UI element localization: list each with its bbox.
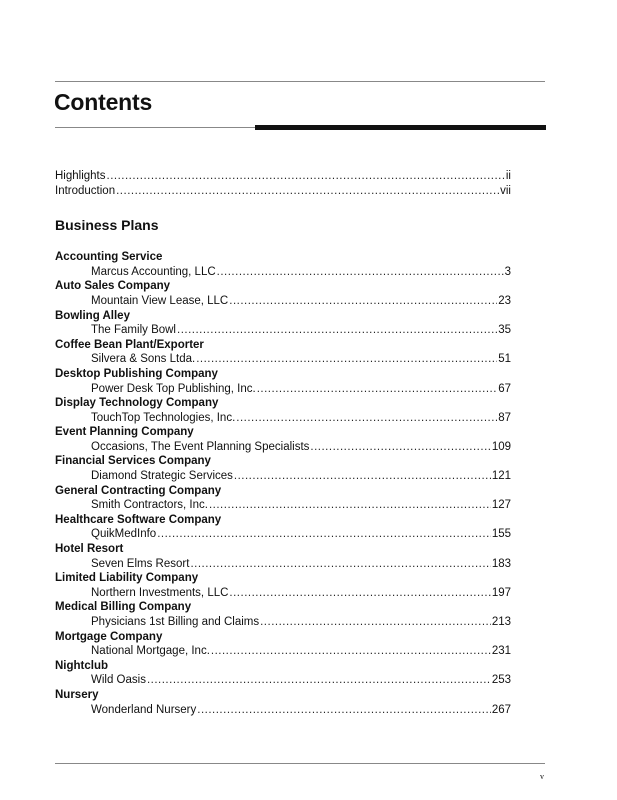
toc-entry[interactable] bbox=[55, 498, 511, 513]
front-matter-list bbox=[55, 169, 511, 199]
toc-page-number: 51 bbox=[498, 353, 511, 366]
toc-entry-label: National Mortgage, Inc. bbox=[91, 645, 210, 658]
toc-page-number: 109 bbox=[491, 440, 511, 453]
dot-leader bbox=[157, 527, 491, 542]
toc-entry-label: QuikMedInfo bbox=[91, 528, 157, 541]
dot-leader bbox=[257, 382, 497, 397]
toc-page-number: 35 bbox=[498, 324, 511, 337]
toc-entry[interactable] bbox=[55, 352, 511, 367]
dot-leader bbox=[236, 411, 497, 426]
toc-page-number: 23 bbox=[498, 294, 511, 307]
dot-leader bbox=[116, 184, 499, 199]
dot-leader bbox=[310, 440, 490, 455]
toc-entry-label: Marcus Accounting, LLC bbox=[91, 265, 216, 278]
toc-category: Nursery bbox=[55, 688, 99, 701]
toc-page-number: 197 bbox=[491, 586, 511, 599]
toc-entry[interactable] bbox=[55, 615, 511, 630]
toc-page-number: 253 bbox=[491, 674, 511, 687]
toc-entry[interactable] bbox=[55, 703, 511, 718]
section-heading: Business Plans bbox=[55, 216, 159, 233]
toc-entry-label: Silvera & Sons Ltda. bbox=[91, 353, 196, 366]
dot-leader bbox=[260, 615, 491, 630]
toc-page-number: 121 bbox=[491, 470, 511, 483]
toc-entry[interactable] bbox=[55, 265, 511, 280]
dot-leader bbox=[107, 169, 505, 184]
dot-leader bbox=[229, 294, 497, 309]
toc-page-number: 267 bbox=[491, 703, 511, 716]
toc-entry[interactable] bbox=[55, 440, 511, 455]
title-underline-thin bbox=[55, 127, 255, 128]
toc-category: Hotel Resort bbox=[55, 543, 124, 556]
toc-entry[interactable] bbox=[55, 673, 511, 688]
header-rule bbox=[55, 81, 545, 82]
toc-category: Mortgage Company bbox=[55, 630, 163, 643]
toc-entry[interactable] bbox=[55, 469, 511, 484]
toc-category: Nightclub bbox=[55, 659, 109, 672]
toc-category: Medical Billing Company bbox=[55, 601, 192, 614]
toc-category: Coffee Bean Plant/Exporter bbox=[55, 338, 204, 351]
toc-entry-label: Wild Oasis bbox=[91, 674, 146, 687]
toc-category: Accounting Service bbox=[55, 251, 163, 264]
toc-category: Auto Sales Company bbox=[55, 280, 171, 293]
toc-entry[interactable] bbox=[55, 411, 511, 426]
toc-entry[interactable] bbox=[55, 294, 511, 309]
business-plans-list bbox=[55, 250, 511, 717]
toc-entry[interactable] bbox=[55, 644, 511, 659]
toc-category: Financial Services Company bbox=[55, 455, 211, 468]
toc-page-number: 155 bbox=[491, 528, 511, 541]
toc-category: Bowling Alley bbox=[55, 309, 130, 322]
dot-leader bbox=[211, 644, 491, 659]
toc-page-number: vii bbox=[500, 184, 511, 197]
toc-entry-label: Introduction bbox=[55, 184, 116, 197]
toc-entry-label: Highlights bbox=[55, 170, 106, 182]
toc-page-number: 213 bbox=[491, 616, 511, 629]
toc-entry-label: Power Desk Top Publishing, Inc. bbox=[91, 382, 256, 395]
dot-leader bbox=[217, 265, 504, 280]
title-underline-thick bbox=[255, 125, 546, 130]
toc-entry[interactable] bbox=[55, 557, 511, 572]
toc-entry-label: Wonderland Nursery bbox=[91, 703, 197, 716]
toc-category: Display Technology Company bbox=[55, 397, 219, 410]
dot-leader bbox=[147, 673, 491, 688]
toc-entry[interactable] bbox=[55, 323, 511, 338]
table-of-contents bbox=[55, 169, 511, 717]
toc-page-number: 127 bbox=[491, 499, 511, 512]
footer-rule bbox=[55, 763, 545, 764]
toc-entry-label: Physicians 1st Billing and Claims bbox=[91, 616, 260, 629]
page-number: v bbox=[540, 772, 544, 781]
dot-leader bbox=[190, 557, 490, 572]
toc-category: General Contracting Company bbox=[55, 484, 222, 497]
toc-page-number: 183 bbox=[491, 557, 511, 570]
toc-entry-label: Diamond Strategic Services bbox=[91, 470, 233, 483]
toc-page-number: ii bbox=[505, 170, 511, 182]
toc-entry-label: Mountain View Lease, LLC bbox=[91, 294, 229, 307]
dot-leader bbox=[209, 498, 491, 513]
toc-entry-introduction[interactable] bbox=[55, 184, 511, 199]
toc-entry[interactable] bbox=[55, 586, 511, 601]
toc-entry-label: Occasions, The Event Planning Specialists bbox=[91, 440, 310, 453]
toc-entry[interactable] bbox=[55, 527, 511, 542]
toc-entry-label: TouchTop Technologies, Inc. bbox=[91, 411, 236, 424]
toc-entry-label: Smith Contractors, Inc. bbox=[91, 499, 208, 512]
dot-leader bbox=[197, 703, 491, 718]
toc-entry-label: Seven Elms Resort bbox=[91, 557, 190, 570]
toc-category: Healthcare Software Company bbox=[55, 513, 222, 526]
dot-leader bbox=[177, 323, 497, 338]
dot-leader bbox=[234, 469, 491, 484]
toc-category: Event Planning Company bbox=[55, 426, 194, 439]
toc-entry-label: Northern Investments, LLC bbox=[91, 586, 229, 599]
toc-category: Desktop Publishing Company bbox=[55, 367, 218, 380]
page-title: Contents bbox=[54, 89, 153, 115]
toc-entry[interactable] bbox=[55, 382, 511, 397]
toc-entry-label: The Family Bowl bbox=[91, 324, 176, 337]
toc-category: Limited Liability Company bbox=[55, 572, 199, 585]
dot-leader bbox=[196, 352, 497, 367]
toc-page-number: 231 bbox=[491, 645, 511, 658]
toc-entry-highlights[interactable] bbox=[55, 169, 511, 184]
toc-page-number: 87 bbox=[498, 411, 511, 424]
dot-leader bbox=[229, 586, 490, 601]
toc-page-number: 3 bbox=[504, 265, 511, 278]
toc-page-number: 67 bbox=[498, 382, 511, 395]
